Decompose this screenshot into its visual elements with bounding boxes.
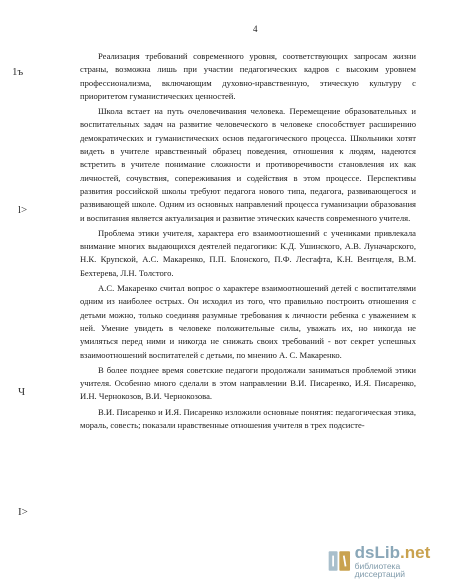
watermark-subtitle: библиотека диссертаций [354,560,406,579]
paragraph: Проблема этики учителя, характера его взаимоотношений с учениками привлекала внимание многих выдающихся деятелей педагогики: К.Д. Ушинского, А.В. Луначарского, Н.К. Крупской, А.С. Макаренко, П.П. Блонского, П.Ф. Лесгафта, К.Н. Вентцеля, В.М. Бехтерева, Л.Н. Толстого. [80,227,416,278]
page-number: 4 [253,24,258,34]
body-text [80,50,416,432]
paragraph: А.С. Макаренко считал вопрос о характере взаимоотношений детей с воспитателями одним из наиболее острых. Он исходил из того, что правильно построить отношения с детьми можно, только соединяя разумные требования к личности ребенка с уважением к ней. Умение увидеть в человеке положительные силы, уважать их, но никогда не умиляться перед ними и никогда не снижать своих требований - вот секрет успешных взаимоотношений воспитателей с детьми, по мнению А. С. Макаренко. [80,283,416,360]
paragraph: Школа встает на путь очеловечивания человека. Перемещение образовательных и воспитательных задач на развитие человеческого в человеке способствует расширению демократических и гуманистических основ педагогического процесса. Школьники хотят видеть в учителе нравственный образец поведения, отношения к людям, надеются встретить в учителе понимание сложности и противоречивости становления их как личностей, сочувствия, сопереживания и содействия в этом процессе. Перспективы развития российской школы требуют педагога нового типа, педагога, развивающегося и развивающей школе. Одним из основных направлений процесса гуманизации образования и воспитания является актуализация и развитие этических качеств современного учителя. [80,106,416,223]
watermark-text [355,544,442,579]
margin-mark: I> [18,506,28,518]
margin-mark: 1ъ [12,66,24,78]
brand-main: dsLib [354,542,401,562]
brand-accent: .net [400,542,431,562]
paragraph: Реализация требований современного уровня, соответствующих запросам жизни страны, возможна лишь при участии педагогических кадров с высоким уровнем профессионализма, включающим духовно-нравственную, этическую культуру с приоритетом гуманистических ценностей. [80,51,416,101]
dslib-logo-icon [326,546,353,576]
margin-mark: l> [18,204,28,216]
margin-mark: Ч [18,386,26,398]
dslib-watermark[interactable] [326,544,442,578]
paragraph: В.И. Писаренко и И.Я. Писаренко изложили основные понятия: педагогическая этика, мораль, совесть; показали нравственные отношения учителя в трех подсисте- [80,406,416,431]
paragraph: В более позднее время советские педагоги продолжали заниматься проблемой этики учителя. Особенно много сделали в этом направлении В.И. Писаренко, И.Я. Писаренко, И.Н. Чернокозов, В.И. Чернокозова. [80,364,416,402]
watermark-brand [355,544,442,561]
